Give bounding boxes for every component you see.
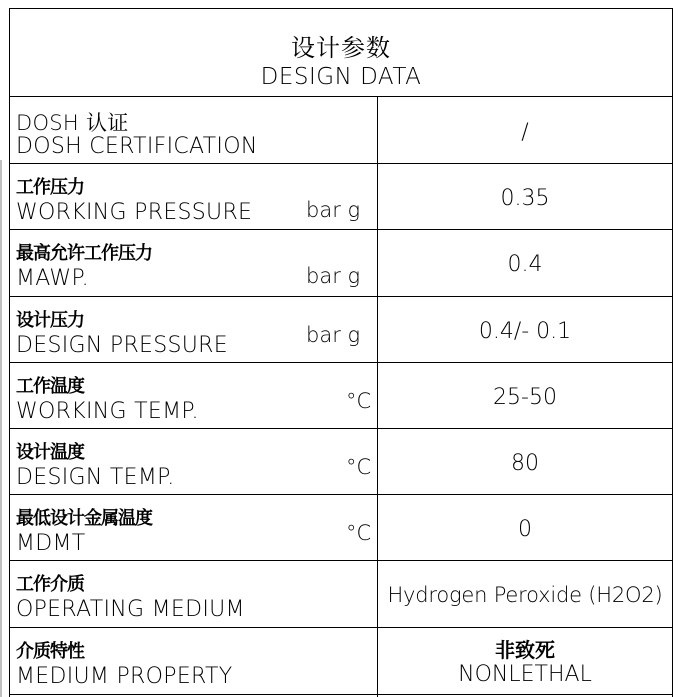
row-label-en: MAWP. [16,266,89,291]
row-value: / [521,120,529,145]
row-medium-property [10,628,672,694]
right-border [672,8,673,697]
row-mdmt [10,495,672,560]
header-title-en: DESIGN DATA [260,64,422,90]
row-value: 0.35 [500,186,550,211]
row-working-pressure [10,164,672,229]
row-dosh-certification [10,97,672,163]
left-margin-tick [0,160,2,697]
row-value: 0.4/- 0.1 [478,319,572,344]
row-label-cn: DOSH 认证 [16,111,129,135]
row-design-pressure [10,297,672,362]
row-value: Hydrogen Peroxide (H2O2) [387,583,663,607]
row-unit: bar g [306,264,361,288]
row-label-en: DESIGN TEMP. [16,465,175,490]
row-label-en: DESIGN PRESSURE [16,333,228,358]
row-value-cn: 非致死 [495,638,555,662]
row-label-en: OPERATING MEDIUM [16,597,245,622]
row-label-cn: 介质特性 [16,641,84,662]
row-value: NONLETHAL [458,662,592,687]
row-label-en: MEDIUM PROPERTY [16,664,233,689]
row-label-en: WORKING TEMP. [16,399,199,424]
row-label-cn: 工作压力 [16,177,84,198]
row-label-cn: 工作介质 [16,574,84,595]
row-label-cn: 工作温度 [16,376,84,397]
row-label-cn: 设计压力 [16,310,84,331]
row-label-cn: 最低设计金属温度 [16,508,152,529]
row-label-en: DOSH CERTIFICATION [16,134,258,159]
row-operating-medium [10,561,672,627]
row-working-temp [10,363,672,428]
header-title-cn: 设计参数 [291,34,391,62]
row-unit: °C [346,389,372,413]
row-value: 25-50 [493,385,557,410]
row-unit: bar g [306,198,361,222]
row-label-en: MDMT [16,531,86,556]
row-value: 0 [518,517,532,542]
row-value: 80 [511,451,539,476]
row-design-temp [10,429,672,494]
row-mawp [10,230,672,296]
row-label-en: WORKING PRESSURE [16,200,253,225]
row-label-cn: 设计温度 [16,442,84,463]
row-unit: °C [346,455,372,479]
top-border [10,8,672,9]
bottom-border [10,694,672,695]
row-unit: bar g [306,323,361,347]
row-value: 0.4 [507,252,543,277]
row-unit: °C [346,521,372,545]
row-label-cn: 最高允许工作压力 [16,243,152,264]
